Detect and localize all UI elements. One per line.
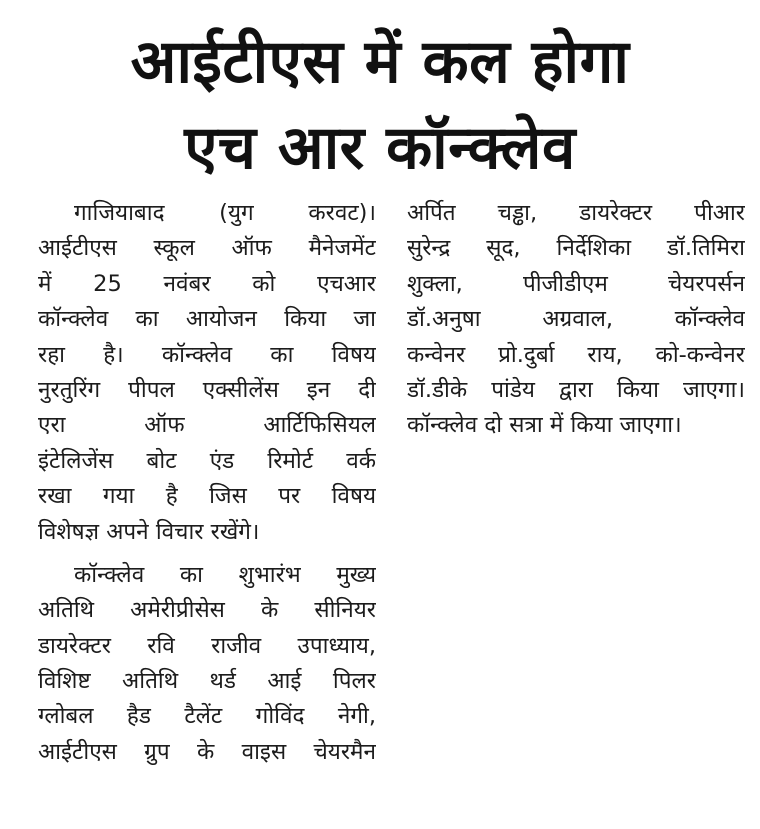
article-line: शुक्ला, पीजीडीएम चेयरपर्सन [407,270,745,297]
article-line: डायरेक्टर रवि राजीव उपाध्याय, [38,632,376,659]
headline-line-1: आईटीएस में कल होगा [130,27,630,97]
paragraph-gap [38,550,376,558]
article-line: अतिथि अमेरीप्रीसेस के सीनियर [38,597,376,624]
article-line: एरा ऑफ आर्टिफिसियल [38,412,376,439]
article-column-right [407,196,745,444]
article-line: डॉ.डीके पांडेय द्वारा किया जाएगा। [407,376,745,403]
article-line: ग्लोबल हैड टैलेंट गोविंद नेगी, [38,703,376,730]
article-line: आईटीएस स्कूल ऑफ मैनेजमेंट [38,235,376,262]
article-line: सुरेन्द्र सूद, निर्देशिका डॉ.तिमिरा [407,235,745,262]
article-line: डॉ.अनुषा अग्रवाल, कॉन्क्लेव [407,306,745,333]
article-line: नुरतुरिंग पीपल एक्सीलेंस इन दी [38,376,376,403]
article-line: कॉन्क्लेव का आयोजन किया जा [38,306,376,333]
article-line: विशिष्ट अतिथि थर्ड आई पिलर [38,668,376,695]
article-line: रखा गया है जिस पर विषय [38,483,376,510]
article-line: गाजियाबाद (युग करवट)। [74,200,376,226]
article-column-left [38,196,376,770]
article-line: कॉन्क्लेव दो सत्रा में किया जाएगा। [407,412,682,439]
article-line: इंटेलिजेंस बोट एंड रिमोर्ट वर्क [38,447,376,474]
article-line: कॉन्क्लेव का शुभारंभ मुख्य [74,561,376,588]
article-line: रहा है। कॉन्क्लेव का विषय [38,341,376,368]
article-line: आईटीएस ग्रुप के वाइस चेयरमैन [38,738,376,765]
article-line: कन्वेनर प्रो.दुर्बा राय, को-कन्वेनर [407,341,745,368]
article-line: अर्पित चड्ढा, डायरेक्टर पीआर [407,200,745,226]
article-line: विशेषज्ञ अपने विचार रखेंगे। [38,518,260,545]
headline-line-2: एच आर कॉन्क्लेव [184,113,576,183]
article-line: में 25 नवंबर को एचआर [38,270,376,297]
